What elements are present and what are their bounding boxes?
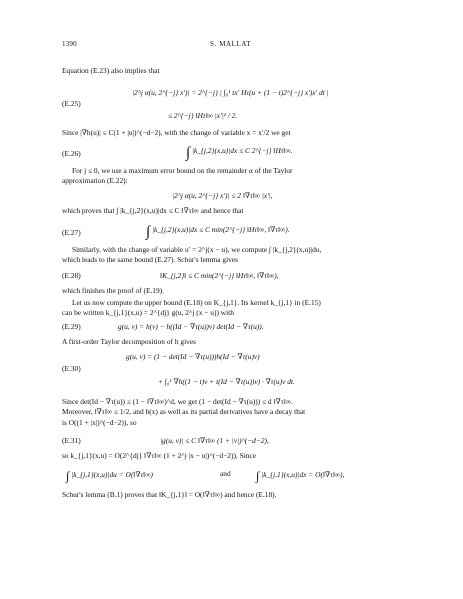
equation-e25-line1: |2^j α(u, 2^{−j} x′)| = 2^{−j} | ∫₀¹ tx′ Hτ(u + (1 − t)2^{−j} x′)x′ dt | [132, 88, 329, 97]
text-line: Similarly, with the change of variable u′ = 2^j(x − u), we compute ∫ |k_{j,2}(x,u)|du, [72, 245, 322, 254]
text-line: Let us now compute the upper bound (E.18) on K_{j,1}. Its kernel k_{j,1} in (E.15) [72, 298, 321, 307]
equation-label: (E.28) [62, 271, 81, 280]
equation-label: (E.26) [62, 149, 81, 158]
equation-e31: |g(u, v)| ≤ C ‖∇τ‖∞ (1 + |v|)^(−d−2), [160, 436, 269, 445]
text-line: approximation (E.22): [62, 176, 128, 185]
equation-e28: ‖K_{j,2}‖ ≤ C min(2^{−j} ‖Hτ‖∞, ‖∇τ‖∞), [160, 271, 279, 280]
text-line: which proves that ∫ |k_{j,2}(x,u)|dx ≤ C ‖∇τ‖∞ and hence that [62, 206, 244, 215]
integral-sign: ∫ [256, 469, 260, 483]
equation-e27-body: |k_{j,2}(x,u)|dx ≤ C min(2^{−j} ‖Hτ‖∞, ‖∇τ‖∞). [151, 225, 290, 234]
running-header-author: S. MALLAT [210, 40, 252, 48]
text-line: Since det(Id − ∇τ(u)) ≥ (1 − ‖∇τ‖∞)^d, we get (1 − det(Id − ∇τ(u))) ≤ d ‖∇τ‖∞. [62, 397, 293, 406]
equation-final-dx [256, 469, 344, 484]
text-line: which leads to the same bound (E.27). Schur's lemma gives [62, 255, 239, 264]
equation-label: (E.31) [62, 436, 81, 445]
page-number: 1390 [62, 40, 77, 48]
text-line: Equation (E.23) also implies that [62, 66, 160, 75]
equation-e30-line2: + ∫₀¹ ∇h((1 − t)v + t(Id − ∇τ(u))v) · ∇τ(u)v dt. [158, 377, 295, 386]
text-line: For j ≤ 0, we use a maximum error bound on the remainder α of the Taylor [72, 166, 293, 175]
equation-e26-body: |k_{j,2}(x,u)|dx ≤ C 2^{−j} ‖Hτ‖∞. [191, 146, 293, 155]
equation-e25-line2: ≤ 2^{−j} ‖Hτ‖∞ |x′|² / 2. [168, 111, 238, 120]
equation-final-and: and [220, 469, 231, 478]
equation-label: (E.27) [62, 228, 81, 237]
integral-sign: ∫ [146, 224, 151, 240]
equation-e26 [186, 145, 293, 162]
equation-taylor-bound: |2^j α(u, 2^{−j} x′)| ≤ 2 ‖∇τ‖∞ |x′|, [172, 191, 273, 200]
text-line: A first-order Taylor decomposition of h gives [62, 337, 196, 346]
integral-sign: ∫ [186, 145, 191, 161]
equation-label: (E.29) [62, 322, 81, 331]
text-line: Schur's lemma (B.1) proves that ‖K_{j,1}‖ = O(‖∇τ‖∞) and hence (E.18). [62, 490, 277, 499]
equation-label: (E.30) [62, 364, 81, 373]
equation-e30-line1: g(u, v) = (1 − det(Id − ∇τ(u)))h(Id − ∇τ(u)v) [126, 352, 260, 361]
text-line: so k_{j,1}(x,u) = O(2^{dj} ‖∇τ‖∞ (1 + 2^j |x − u|)^(−d−2)). Since [62, 451, 257, 460]
equation-final-du [66, 469, 153, 484]
equation-final-du-body: |k_{j,1}(x,u)|du = O(‖∇τ‖∞) [71, 470, 154, 479]
text-line: is O((1 + |x|)^(−d−2)), so [62, 418, 137, 427]
integral-sign: ∫ [66, 469, 70, 483]
text-line: which finishes the proof of (E.19). [62, 286, 165, 295]
equation-final-dx-body: |k_{j,1}(x,u)|dx = O(‖∇τ‖∞), [261, 470, 345, 479]
text-line: Since |∇h(u)| ≤ C(1 + |u|)^(−d−2), with the change of variable x = x′/2 we get [62, 128, 291, 137]
equation-e27 [146, 224, 290, 241]
equation-e29: g(u, v) = h(v) − h((Id − ∇τ(u))v) det(Id − ∇τ(u)). [118, 322, 264, 331]
text-line: Moreover, ‖∇τ‖∞ ≤ 1/2, and h(x) as well as its partial derivatives have a decay that [62, 407, 306, 416]
equation-label: (E.25) [62, 99, 81, 108]
text-line: can be written k_{j,1}(x,u) = 2^{dj} g(u, 2^j (x − u)) with [62, 308, 234, 317]
